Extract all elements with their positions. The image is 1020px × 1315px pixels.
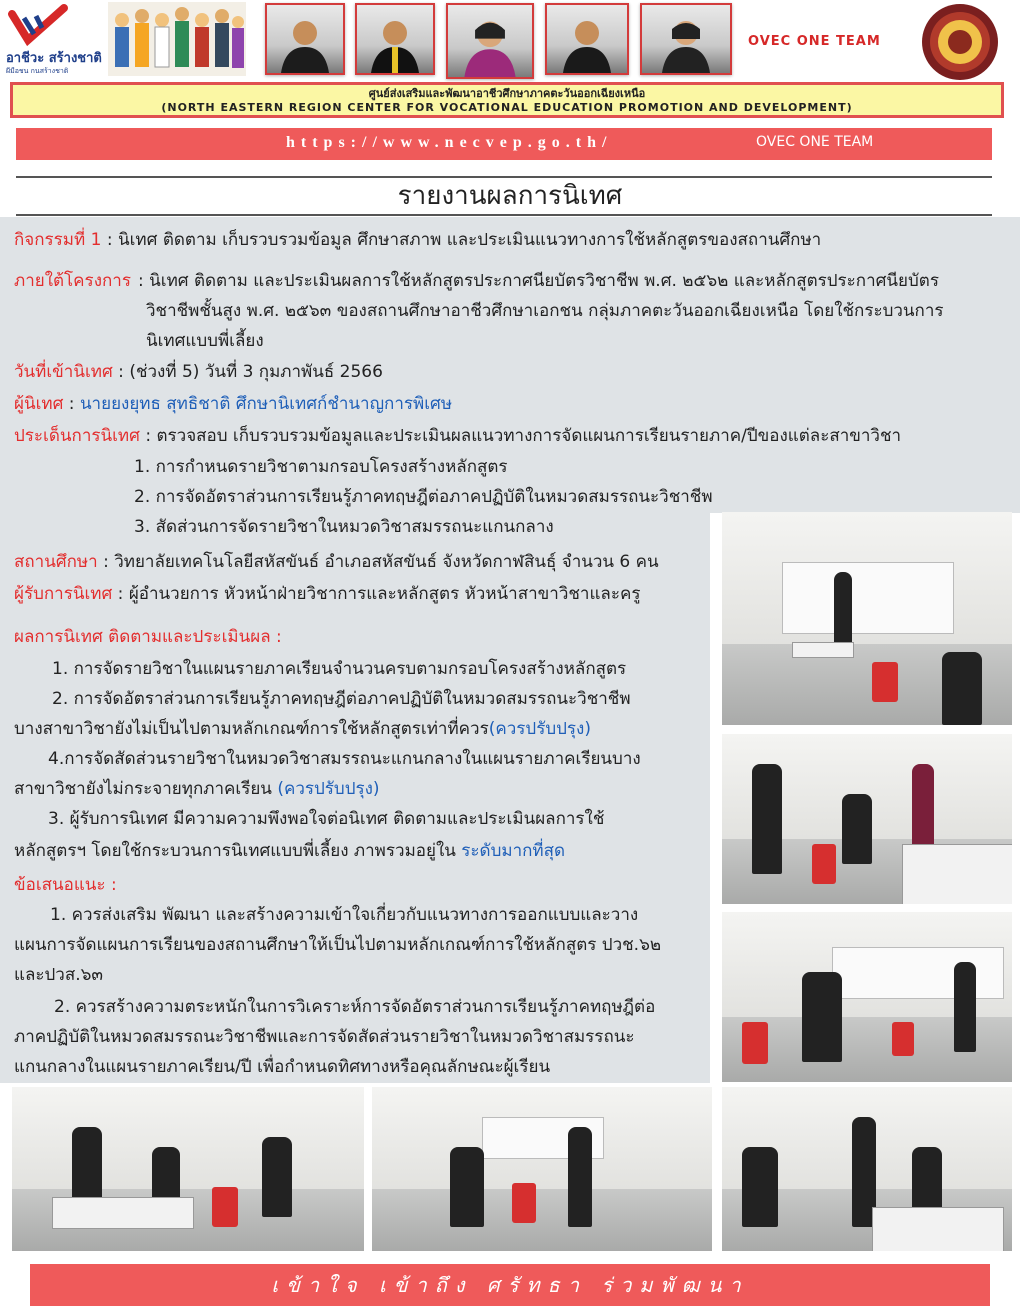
suggestion-2-line-1: 2. ควรสร้างความตระหนักในการวิเคราะห์การจัดอัตราส่วนการเรียนรู้ภาคทฤษฎีต่อ — [54, 997, 656, 1017]
classroom-photo-2 — [722, 734, 1012, 904]
worker-figure — [115, 7, 244, 68]
school-line — [14, 547, 659, 577]
school-label: สถานศึกษา — [14, 552, 98, 572]
recipients-line — [14, 579, 640, 609]
portrait-photo-1 — [265, 3, 345, 75]
activity-text: : นิเทศ ติดตาม เก็บรวบรวมข้อมูล ศึกษาสภาพ และประเมินแนวทางการใช้หลักสูตรของสถานศึกษา — [101, 230, 822, 250]
vocational-logo — [6, 4, 102, 76]
recipients-text: : ผู้อำนวยการ หัวหน้าฝ่ายวิชาการและหลักสูตร หัวหน้าสาขาวิชาและครู — [112, 584, 641, 604]
checkmark-icon — [6, 4, 96, 48]
supervisor-sep: : — [63, 394, 80, 414]
title-rule-bottom — [16, 214, 992, 216]
suggestion-1-line-3: และปวส.๖๓ — [14, 965, 104, 985]
classroom-photo-4 — [12, 1087, 364, 1251]
issues-text: : ตรวจสอบ เก็บรวบรวมข้อมูลและประเมินผลแนวทางการจัดแผนการเรียนรายภาค/ปีของแต่ละสาขาวิชา — [139, 426, 902, 446]
footer-bar — [30, 1264, 990, 1306]
footer-motto: เข้าใจ เข้าถึง ศรัทธา ร่วมพัฒนา — [271, 1273, 749, 1297]
project-label: ภายใต้โครงการ — [14, 271, 131, 291]
supervisor-label: ผู้นิเทศ — [14, 394, 64, 414]
logo-main-text: อาชีวะ สร้างชาติ — [6, 51, 102, 66]
center-name-th: ศูนย์ส่งเสริมและพัฒนาอาชีวศึกษาภาคตะวันออกเฉียงเหนือ — [368, 87, 646, 100]
classroom-photo-3 — [722, 912, 1012, 1082]
activity-line — [14, 225, 821, 255]
ovec-seal-logo — [905, 2, 1015, 82]
result-3-line-2 — [14, 774, 380, 804]
result-2-text: บางสาขาวิชายังไม่เป็นไปตามหลักเกณฑ์การใช้หลักสูตรเท่าที่ควร — [14, 719, 489, 739]
result-2-line-1: 2. การจัดอัตราส่วนการเรียนรู้ภาคทฤษฎีต่อภาคปฏิบัติในหมวดสมรรถนะวิชาชีพ — [52, 689, 631, 709]
website-url[interactable]: https://www.necvep.go.th/ — [286, 134, 613, 151]
result-3-text: สาขาวิชายังไม่กระจายทุกภาคเรียน — [14, 779, 278, 799]
classroom-photo-6 — [722, 1087, 1012, 1251]
portrait-photo-3 — [446, 3, 534, 79]
classroom-photo-1 — [722, 512, 1012, 725]
activity-label: กิจกรรมที่ 1 — [14, 230, 102, 250]
visit-date-text: : (ช่วงที่ 5) วันที่ 3 กุมภาพันธ์ 2566 — [112, 362, 383, 382]
result-4-note: ระดับมากที่สุด — [461, 841, 566, 861]
ovec-label: OVEC ONE TEAM — [748, 34, 881, 49]
suggestion-1-line-1: 1. ควรส่งเสริม พัฒนา และสร้างความเข้าใจเกี่ยวกับแนวทางการออกแบบและวาง — [50, 905, 639, 925]
careers-illustration — [108, 2, 246, 76]
result-3-note: (ควรปรับปรุง) — [277, 779, 380, 799]
center-name-en: (NORTH EASTERN REGION CENTER FOR VOCATIONAL EDUCATION PROMOTION AND DEVELOPMENT) — [161, 101, 853, 114]
portrait-photo-4 — [545, 3, 629, 75]
result-2-note: (ควรปรับปรุง) — [488, 719, 591, 739]
result-3-line-1: 4.การจัดสัดส่วนรายวิชาในหมวดวิชาสมรรถนะแกนกลางในแผนรายภาคเรียนบาง — [48, 749, 641, 769]
project-line-2: วิชาชีพชั้นสูง พ.ศ. ๒๕๖๓ ของสถานศึกษาอาชีวศึกษาเอกชน กลุ่มภาคตะวันออกเฉียงเหนือ โดยใช้กระบวนการ — [146, 301, 944, 321]
school-text: : วิทยาลัยเทคโนโลยีสหัสขันธ์ อำเภอสหัสขันธ์ จังหวัดกาฬสินธุ์ จำนวน 6 คน — [97, 552, 659, 572]
issues-label: ประเด็นการนิเทศ — [14, 426, 140, 446]
visit-date-line — [14, 357, 383, 387]
result-4-line-1: 3. ผู้รับการนิเทศ มีความความพึงพอใจต่อนิเทศ ติดตามและประเมินผลการใช้ — [48, 809, 605, 829]
visit-date-label: วันที่เข้านิเทศ — [14, 362, 113, 382]
supervisor-name: นายยงยุทธ สุทธิชาติ ศึกษานิเทศก์ชำนาญการพิเศษ — [79, 394, 453, 414]
result-4-line-2 — [14, 836, 565, 866]
center-name-banner — [10, 82, 1004, 118]
suggestions-label: ข้อเสนอแนะ : — [14, 875, 117, 895]
suggestion-1-line-2: แผนการจัดแผนการเรียนของสถานศึกษาให้เป็นไปตามหลักเกณฑ์การใช้หลักสูตร ปวช.๖๒ — [14, 935, 662, 955]
logo-sub-text: ผีมือชน กนสร้างชาติ — [6, 67, 69, 75]
supervisor-line — [14, 389, 452, 419]
portrait-photo-5 — [640, 3, 732, 75]
recipients-label: ผู้รับการนิเทศ — [14, 584, 113, 604]
issue-item: 2. การจัดอัตราส่วนการเรียนรู้ภาคทฤษฎีต่อภาคปฏิบัติในหมวดสมรรถนะวิชาชีพ — [134, 487, 713, 507]
suggestion-2-line-2: ภาคปฏิบัติในหมวดสมรรถนะวิชาชีพและการจัดสัดส่วนรายวิชาในหมวดวิชาสมรรถนะ — [14, 1027, 635, 1047]
project-line-1: : นิเทศ ติดตาม และประเมินผลการใช้หลักสูตรประกาศนียบัตรวิชาชีพ พ.ศ. ๒๕๖๒ และหลักสูตรประกาศนียบัตร — [138, 271, 939, 291]
classroom-photo-5 — [372, 1087, 712, 1251]
portrait-photo-2 — [355, 3, 435, 75]
url-bar — [16, 128, 992, 160]
result-1: 1. การจัดรายวิชาในแผนรายภาคเรียนจำนวนครบตามกรอบโครงสร้างหลักสูตร — [52, 659, 627, 679]
issues-line — [14, 421, 901, 451]
issue-item: 3. สัดส่วนการจัดรายวิชาในหมวดวิชาสมรรถนะแกนกลาง — [134, 517, 554, 537]
issue-item: 1. การกำหนดรายวิชาตามกรอบโครงสร้างหลักสูตร — [134, 457, 508, 477]
results-label: ผลการนิเทศ ติดตามและประเมินผล : — [14, 627, 282, 647]
header — [0, 0, 1020, 80]
project-line-3: นิเทศแบบพี่เลี้ยง — [146, 331, 264, 351]
url-tag-label: OVEC ONE TEAM — [756, 134, 874, 150]
suggestion-2-line-3: แกนกลางในแผนรายภาคเรียน/ปี เพื่อกำหนดทิศทางหรือคุณลักษณะผู้เรียน — [14, 1057, 551, 1077]
page-title: รายงานผลการนิเทศ — [397, 181, 623, 211]
result-2-line-2 — [14, 714, 591, 744]
result-4-text: หลักสูตรฯ โดยใช้กระบวนการนิเทศแบบพี่เลี้ยง ภาพรวมอยู่ใน — [14, 841, 462, 861]
